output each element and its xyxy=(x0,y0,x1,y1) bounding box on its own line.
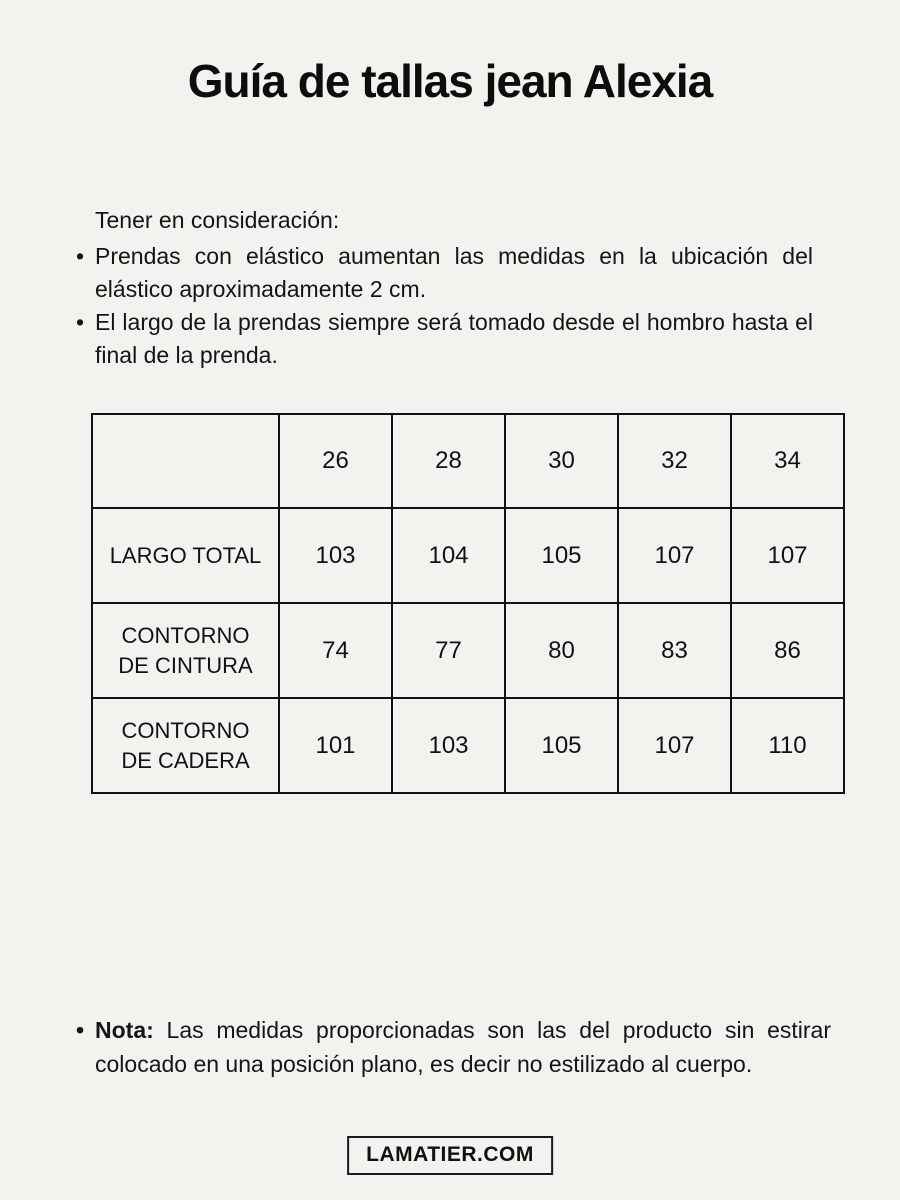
table-row-largo-total xyxy=(92,508,844,603)
size-table-corner-cell xyxy=(92,414,279,508)
table-cell: 107 xyxy=(618,508,731,603)
size-column-header: 28 xyxy=(392,414,505,508)
size-table xyxy=(91,413,845,794)
consideration-bullet-1: • Prendas con elástico aumentan las medidas en la ubicación del elástico aproximadamente 2 cm. xyxy=(95,240,813,306)
table-cell: 74 xyxy=(279,603,392,698)
table-cell: 103 xyxy=(392,698,505,793)
size-table-header-row xyxy=(92,414,844,508)
table-cell: 104 xyxy=(392,508,505,603)
row-label: CONTORNO DE CINTURA xyxy=(92,603,279,698)
table-cell: 105 xyxy=(505,698,618,793)
considerations-section xyxy=(95,204,813,372)
table-cell: 107 xyxy=(618,698,731,793)
considerations-intro: Tener en consideración: xyxy=(95,207,340,233)
size-column-header: 30 xyxy=(505,414,618,508)
table-cell: 83 xyxy=(618,603,731,698)
table-cell: 107 xyxy=(731,508,844,603)
table-row-contorno-cintura xyxy=(92,603,844,698)
note-text: Las medidas proporcionadas son las del producto sin estirar colocado en una posición plano, es decir no estilizado al cuerpo. xyxy=(95,1017,832,1077)
size-column-header: 26 xyxy=(279,414,392,508)
note-label: Nota: xyxy=(95,1017,154,1043)
row-label: LARGO TOTAL xyxy=(92,508,279,603)
note-section xyxy=(95,1014,831,1081)
consideration-bullet-2: • El largo de la prendas siempre será tomado desde el hombro hasta el final de la prenda. xyxy=(95,306,813,372)
table-row-contorno-cadera xyxy=(92,698,844,793)
brand-badge xyxy=(347,1136,553,1175)
table-cell: 110 xyxy=(731,698,844,793)
table-cell: 103 xyxy=(279,508,392,603)
table-cell: 80 xyxy=(505,603,618,698)
brand-name: LAMATIER.COM xyxy=(366,1143,534,1166)
page-title: Guía de tallas jean Alexia xyxy=(187,55,713,107)
table-cell: 77 xyxy=(392,603,505,698)
considerations-list xyxy=(95,240,813,372)
size-column-header: 32 xyxy=(618,414,731,508)
row-label: CONTORNO DE CADERA xyxy=(92,698,279,793)
table-cell: 105 xyxy=(505,508,618,603)
table-cell: 86 xyxy=(731,603,844,698)
table-cell: 101 xyxy=(279,698,392,793)
size-column-header: 34 xyxy=(731,414,844,508)
